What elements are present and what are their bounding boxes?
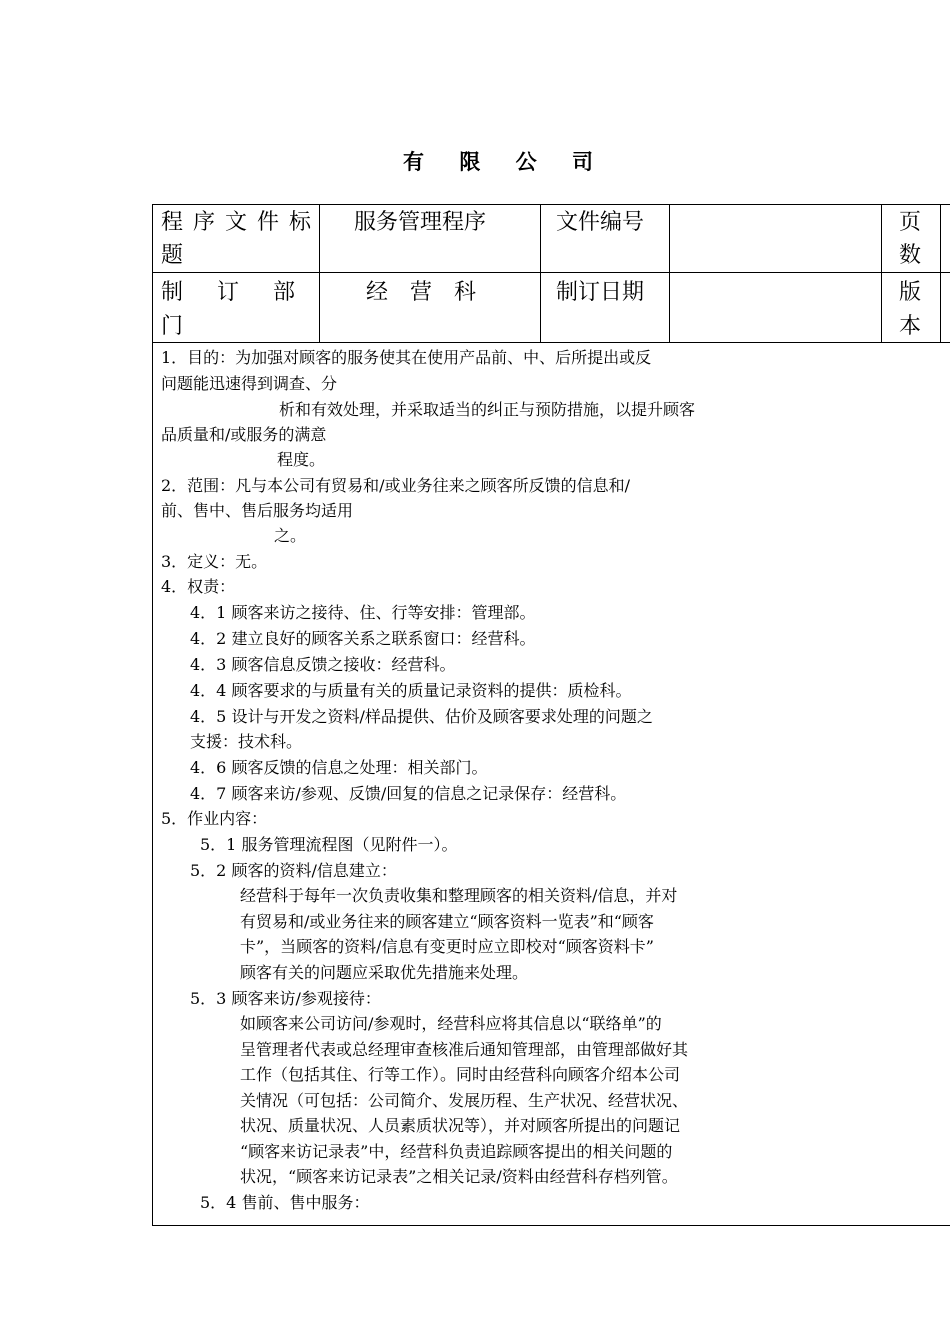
content-line: 5．1 服务管理流程图（见附件一）。 xyxy=(200,835,458,854)
table-divider-row2 xyxy=(152,342,950,343)
content-line: 4．7 顾客来访/参观、反馈/回复的信息之记录保存：经营科。 xyxy=(190,784,627,803)
content-line: 卡”，当顾客的资料/信息有变更时应立即校对“顾客资料卡” xyxy=(240,937,654,956)
table-col-divider-5 xyxy=(940,204,941,342)
content-line: 有贸易和/或业务往来的顾客建立“顾客资料一览表”和“顾客 xyxy=(240,912,654,931)
content-line: 4．权责： xyxy=(161,577,236,596)
doc-number-label: 文件编号 xyxy=(556,210,645,235)
content-line: 支援：技术科。 xyxy=(190,732,303,751)
content-line: 1．目的：为加强对顾客的服务使其在使用产品前、中、后所提出或反 xyxy=(161,348,652,367)
content-line: 4．1 顾客来访之接待、住、行等安排：管理部。 xyxy=(190,603,536,622)
content-line: 状况、质量状况、人员素质状况等），并对顾客所提出的问题记 xyxy=(240,1116,681,1135)
content-line: 品质量和/或服务的满意 xyxy=(161,425,327,444)
content-line: 5．4 售前、售中服务： xyxy=(200,1193,370,1212)
content-line: 如顾客来公司访问/参观时，经营科应将其信息以“联络单”的 xyxy=(240,1014,662,1033)
dept-value: 经 营 科 xyxy=(366,280,477,305)
content-line: “顾客来访记录表”中，经营科负责追踪顾客提出的相关问题的 xyxy=(240,1142,673,1161)
content-line: 4．2 建立良好的顾客关系之联系窗口：经营科。 xyxy=(190,629,536,648)
content-line: 析和有效处理，并采取适当的纠正与预防措施，以提升顾客 xyxy=(279,400,696,419)
table-col-divider-3 xyxy=(669,204,670,342)
version-label-line1: 版 xyxy=(899,280,922,305)
doc-title-label-line2: 题 xyxy=(161,243,184,268)
doc-title-value: 服务管理程序 xyxy=(354,210,487,235)
content-line: 顾客有关的问题应采取优先措施来处理。 xyxy=(240,963,529,982)
version-label-line2: 本 xyxy=(899,314,922,339)
doc-title-label-line1: 程序文件标 xyxy=(161,210,322,235)
page-count-label-line2: 数 xyxy=(899,243,922,268)
content-line: 工作（包括其住、行等工作）。同时由经营科向顾客介绍本公司 xyxy=(240,1065,681,1084)
table-col-divider-4 xyxy=(881,204,882,342)
content-line: 关情况（可包括：公司简介、发展历程、生产状况、经营状况、 xyxy=(240,1091,689,1110)
content-line: 4．3 顾客信息反馈之接收：经营科。 xyxy=(190,655,456,674)
content-line: 5．2 顾客的资料/信息建立： xyxy=(190,861,397,880)
issue-date-label: 制订日期 xyxy=(556,280,645,305)
content-line: 2．范围：凡与本公司有贸易和/或业务往来之顾客所反馈的信息和/ xyxy=(161,476,630,495)
content-line: 3．定义：无。 xyxy=(161,552,268,571)
content-line: 呈管理者代表或总经理审查核准后通知管理部，由管理部做好其 xyxy=(240,1040,689,1059)
content-line: 前、售中、售后服务均适用 xyxy=(161,501,354,520)
content-line: 5．3 顾客来访/参观接待： xyxy=(190,989,381,1008)
table-divider-row1 xyxy=(152,272,950,273)
content-line: 5．作业内容： xyxy=(161,809,268,828)
table-col-divider-2 xyxy=(540,204,541,342)
content-line: 问题能迅速得到调查、分 xyxy=(161,374,338,393)
company-title: 有 限 公 司 xyxy=(403,150,607,174)
content-line: 程度。 xyxy=(277,450,326,469)
dept-label-line2: 门 xyxy=(161,314,184,339)
content-line: 4．4 顾客要求的与质量有关的质量记录资料的提供：质检科。 xyxy=(190,681,632,700)
content-line: 4．5 设计与开发之资料/样品提供、估价及顾客要求处理的问题之 xyxy=(190,707,653,726)
content-line: 之。 xyxy=(274,526,307,545)
content-line: 4．6 顾客反馈的信息之处理：相关部门。 xyxy=(190,758,488,777)
content-line: 状况，“顾客来访记录表”之相关记录/资料由经营科存档列管。 xyxy=(240,1167,678,1186)
dept-label-line1: 制 订 部 xyxy=(161,280,302,305)
page-count-label-line1: 页 xyxy=(899,210,922,235)
content-line: 经营科于每年一次负责收集和整理顾客的相关资料/信息，并对 xyxy=(240,886,678,905)
